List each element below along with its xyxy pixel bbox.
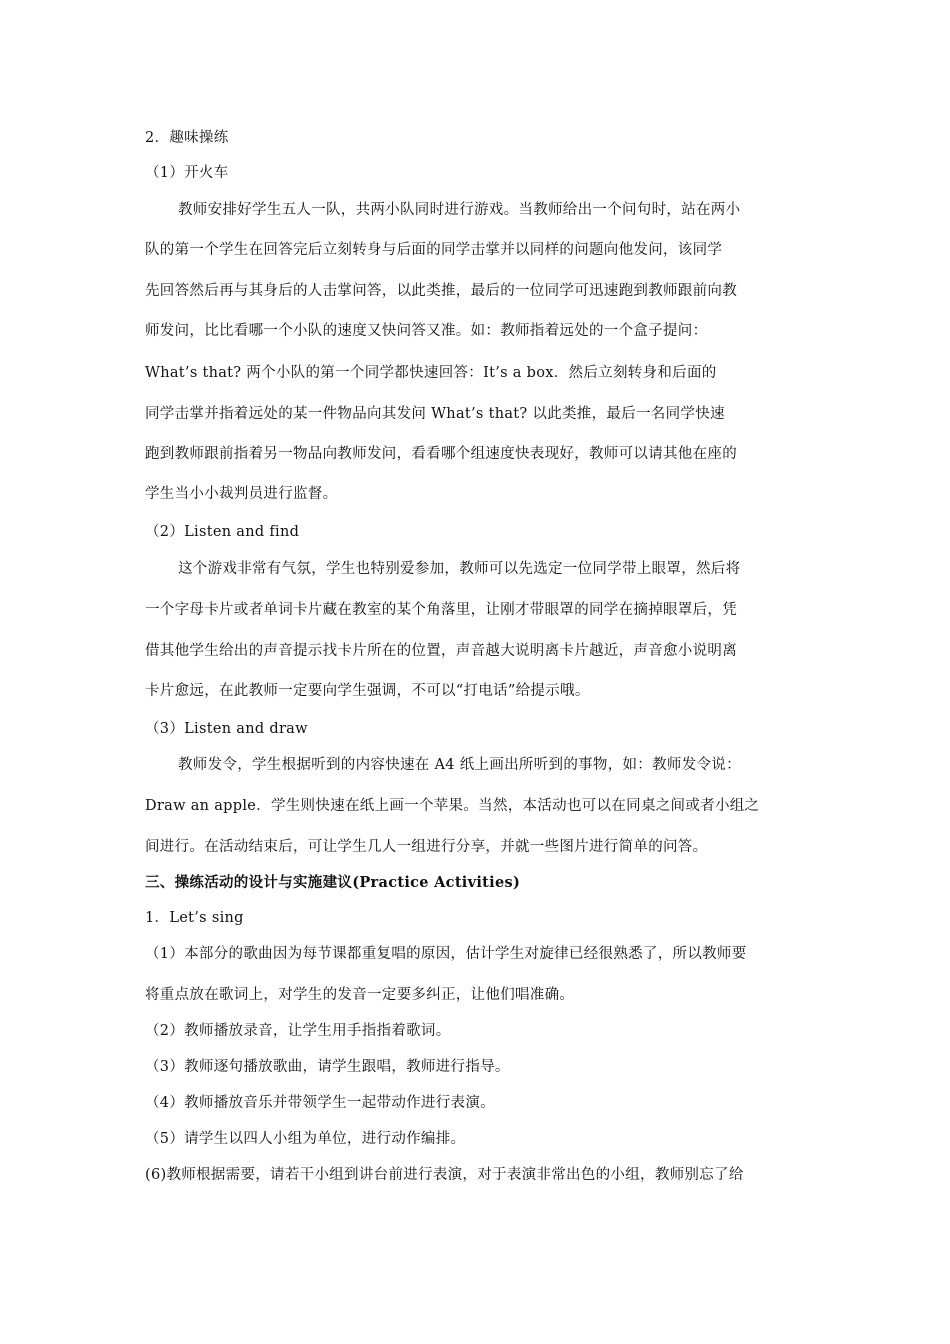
paragraph-line: Draw an apple．学生则快速在纸上画一个苹果。当然，本活动也可以在同桌之间或者小组之 xyxy=(145,798,760,814)
list-item: （3）教师逐句播放歌曲，请学生跟唱，教师进行指导。 xyxy=(145,1059,510,1075)
paragraph-line: （1）本部分的歌曲因为每节课都重复唱的原因，估计学生对旋律已经很熟悉了，所以教师要 xyxy=(145,946,747,962)
paragraph-line: 间进行。在活动结束后，可让学生几人一组进行分享，并就一些图片进行简单的问答。 xyxy=(145,839,708,855)
section-heading-drills: 2．趣味操练 xyxy=(145,130,229,146)
paragraph-line: 将重点放在歌词上，对学生的发音一定要多纠正，让他们唱准确。 xyxy=(145,987,575,1003)
paragraph-line: 一个字母卡片或者单词卡片藏在教室的某个角落里，让刚才带眼罩的同学在摘掉眼罩后，凭 xyxy=(145,602,737,618)
list-item: （5）请学生以四人小组为单位，进行动作编排。 xyxy=(145,1131,466,1147)
paragraph-line: 这个游戏非常有气氛，学生也特别爱参加，教师可以先选定一位同学带上眼罩，然后将 xyxy=(178,561,741,577)
subheading-lets-sing: 1．Let’s sing xyxy=(145,910,244,926)
paragraph-line: 卡片愈远，在此教师一定要向学生强调，不可以“打电话”给提示哦。 xyxy=(145,683,590,699)
list-item: （2）教师播放录音，让学生用手指指着歌词。 xyxy=(145,1023,451,1039)
section-heading-practice-activities: 三、操练活动的设计与实施建议(Practice Activities) xyxy=(145,874,521,891)
list-item: (6)教师根据需要，请若干小组到讲台前进行表演，对于表演非常出色的小组，教师别忘了给 xyxy=(145,1167,744,1183)
paragraph-line: 同学击掌并指着远处的某一件物品向其发问 What’s that? 以此类推，最后一名同学快速 xyxy=(145,406,725,422)
paragraph-line: 师发问，比比看哪一个小队的速度又快问答又准。如：教师指着远处的一个盒子提问： xyxy=(145,323,708,339)
list-item: （4）教师播放音乐并带领学生一起带动作进行表演。 xyxy=(145,1095,495,1111)
paragraph-line: 教师安排好学生五人一队，共两小队同时进行游戏。当教师给出一个问句时，站在两小 xyxy=(178,202,741,218)
paragraph-line: 学生当小小裁判员进行监督。 xyxy=(145,486,338,502)
paragraph-line: 跑到教师跟前指着另一物品向教师发问，看看哪个组速度快表现好，教师可以请其他在座的 xyxy=(145,446,737,462)
paragraph-line: What’s that? 两个小队的第一个同学都快速回答：It’s a box．然后立刻转身和后面的 xyxy=(145,365,717,381)
paragraph-line: 借其他学生给出的声音提示找卡片所在的位置，声音越大说明离卡片越近，声音愈小说明离 xyxy=(145,643,737,659)
subheading-listen-and-find: （2）Listen and find xyxy=(145,524,300,540)
paragraph-line: 教师发令，学生根据听到的内容快速在 A4 纸上画出所听到的事物，如：教师发令说： xyxy=(178,757,741,773)
subheading-train-game: （1）开火车 xyxy=(145,165,229,181)
subheading-listen-and-draw: （3）Listen and draw xyxy=(145,721,308,737)
paragraph-line: 先回答然后再与其身后的人击掌问答，以此类推，最后的一位同学可迅速跑到教师跟前向教 xyxy=(145,283,737,299)
paragraph-line: 队的第一个学生在回答完后立刻转身与后面的同学击掌并以同样的问题向他发问，该同学 xyxy=(145,242,723,258)
